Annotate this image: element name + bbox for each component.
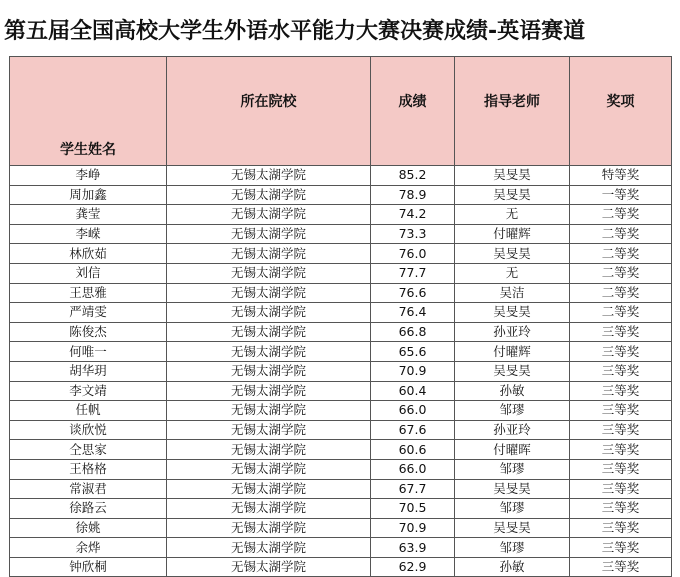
- table-row: [10, 263, 672, 283]
- cell-student-name: 余烨: [10, 538, 167, 558]
- cell-school: 无锡太湖学院: [167, 499, 371, 519]
- cell-school: 无锡太湖学院: [167, 303, 371, 323]
- cell-award: 三等奖: [570, 440, 672, 460]
- cell-teacher: 吴旻昊: [455, 303, 570, 323]
- column-header-school: 所在院校: [167, 57, 371, 166]
- cell-student-name: 陈俊杰: [10, 322, 167, 342]
- cell-school: 无锡太湖学院: [167, 381, 371, 401]
- cell-teacher: 邹璆: [455, 401, 570, 421]
- table-row: [10, 459, 672, 479]
- page-title: 第五届全国高校大学生外语水平能力大赛决赛成绩-英语赛道: [4, 19, 586, 44]
- cell-award: 三等奖: [570, 479, 672, 499]
- column-header-award: 奖项: [570, 57, 672, 166]
- cell-school: 无锡太湖学院: [167, 479, 371, 499]
- cell-award: 二等奖: [570, 283, 672, 303]
- table-row: [10, 166, 672, 186]
- cell-score: 60.6: [371, 440, 455, 460]
- cell-score: 77.7: [371, 263, 455, 283]
- cell-score: 74.2: [371, 205, 455, 225]
- cell-teacher: 吴旻昊: [455, 479, 570, 499]
- cell-score: 60.4: [371, 381, 455, 401]
- cell-teacher: 吴旻昊: [455, 518, 570, 538]
- results-table: [9, 56, 672, 577]
- cell-student-name: 周加鑫: [10, 185, 167, 205]
- cell-award: 一等奖: [570, 185, 672, 205]
- table-row: [10, 224, 672, 244]
- cell-teacher: 吴旻昊: [455, 244, 570, 264]
- cell-score: 76.0: [371, 244, 455, 264]
- cell-school: 无锡太湖学院: [167, 205, 371, 225]
- cell-score: 63.9: [371, 538, 455, 558]
- table-row: [10, 518, 672, 538]
- cell-student-name: 徐路云: [10, 499, 167, 519]
- cell-award: 三等奖: [570, 459, 672, 479]
- table-row: [10, 420, 672, 440]
- cell-student-name: 徐姚: [10, 518, 167, 538]
- cell-teacher: 孙敏: [455, 381, 570, 401]
- cell-score: 65.6: [371, 342, 455, 362]
- cell-award: 三等奖: [570, 538, 672, 558]
- cell-student-name: 王格格: [10, 459, 167, 479]
- cell-score: 76.6: [371, 283, 455, 303]
- cell-award: 三等奖: [570, 518, 672, 538]
- cell-student-name: 龚莹: [10, 205, 167, 225]
- cell-award: 三等奖: [570, 499, 672, 519]
- cell-teacher: 孙亚玲: [455, 420, 570, 440]
- cell-school: 无锡太湖学院: [167, 185, 371, 205]
- table-row: [10, 303, 672, 323]
- table-row: [10, 538, 672, 558]
- cell-score: 73.3: [371, 224, 455, 244]
- table-body: [10, 166, 672, 577]
- cell-student-name: 任帆: [10, 401, 167, 421]
- cell-award: 三等奖: [570, 401, 672, 421]
- cell-student-name: 林欣茹: [10, 244, 167, 264]
- table-row: [10, 401, 672, 421]
- cell-teacher: 吴旻昊: [455, 185, 570, 205]
- cell-teacher: 孙亚玲: [455, 322, 570, 342]
- cell-award: 三等奖: [570, 342, 672, 362]
- cell-score: 66.8: [371, 322, 455, 342]
- cell-student-name: 谈欣悦: [10, 420, 167, 440]
- cell-school: 无锡太湖学院: [167, 361, 371, 381]
- cell-teacher: 邹璆: [455, 459, 570, 479]
- cell-student-name: 胡华玥: [10, 361, 167, 381]
- table-row: [10, 381, 672, 401]
- cell-score: 67.6: [371, 420, 455, 440]
- cell-score: 70.9: [371, 518, 455, 538]
- cell-school: 无锡太湖学院: [167, 322, 371, 342]
- cell-school: 无锡太湖学院: [167, 263, 371, 283]
- table-row: [10, 283, 672, 303]
- cell-award: 二等奖: [570, 205, 672, 225]
- cell-award: 特等奖: [570, 166, 672, 186]
- cell-school: 无锡太湖学院: [167, 283, 371, 303]
- cell-score: 66.0: [371, 401, 455, 421]
- cell-score: 85.2: [371, 166, 455, 186]
- table-row: [10, 322, 672, 342]
- cell-score: 70.5: [371, 499, 455, 519]
- table-row: [10, 205, 672, 225]
- cell-school: 无锡太湖学院: [167, 538, 371, 558]
- cell-school: 无锡太湖学院: [167, 166, 371, 186]
- cell-student-name: 钟欣桐: [10, 557, 167, 577]
- cell-school: 无锡太湖学院: [167, 401, 371, 421]
- cell-school: 无锡太湖学院: [167, 244, 371, 264]
- cell-school: 无锡太湖学院: [167, 440, 371, 460]
- cell-teacher: 付曜辉: [455, 342, 570, 362]
- cell-school: 无锡太湖学院: [167, 459, 371, 479]
- cell-teacher: 付曜晖: [455, 440, 570, 460]
- cell-teacher: 无: [455, 205, 570, 225]
- cell-award: 三等奖: [570, 420, 672, 440]
- cell-award: 二等奖: [570, 303, 672, 323]
- cell-teacher: 吴旻昊: [455, 166, 570, 186]
- cell-award: 三等奖: [570, 361, 672, 381]
- cell-teacher: 吴洁: [455, 283, 570, 303]
- cell-score: 66.0: [371, 459, 455, 479]
- cell-award: 二等奖: [570, 244, 672, 264]
- cell-student-name: 仝思家: [10, 440, 167, 460]
- table-row: [10, 361, 672, 381]
- cell-score: 76.4: [371, 303, 455, 323]
- column-header-teacher: 指导老师: [455, 57, 570, 166]
- column-header-score: 成绩: [371, 57, 455, 166]
- cell-school: 无锡太湖学院: [167, 420, 371, 440]
- column-header-name: 学生姓名: [10, 57, 167, 166]
- cell-award: 二等奖: [570, 224, 672, 244]
- table-row: [10, 440, 672, 460]
- cell-student-name: 刘信: [10, 263, 167, 283]
- cell-score: 70.9: [371, 361, 455, 381]
- table-row: [10, 185, 672, 205]
- cell-score: 62.9: [371, 557, 455, 577]
- cell-student-name: 常淑君: [10, 479, 167, 499]
- cell-teacher: 吴旻昊: [455, 361, 570, 381]
- cell-award: 三等奖: [570, 322, 672, 342]
- cell-student-name: 李嵘: [10, 224, 167, 244]
- cell-score: 67.7: [371, 479, 455, 499]
- table-row: [10, 499, 672, 519]
- cell-student-name: 何唯一: [10, 342, 167, 362]
- cell-student-name: 王思雅: [10, 283, 167, 303]
- cell-score: 78.9: [371, 185, 455, 205]
- table-row: [10, 557, 672, 577]
- cell-teacher: 付曜辉: [455, 224, 570, 244]
- cell-school: 无锡太湖学院: [167, 342, 371, 362]
- cell-school: 无锡太湖学院: [167, 518, 371, 538]
- cell-teacher: 无: [455, 263, 570, 283]
- table-row: [10, 342, 672, 362]
- cell-school: 无锡太湖学院: [167, 557, 371, 577]
- cell-school: 无锡太湖学院: [167, 224, 371, 244]
- cell-teacher: 邹璆: [455, 538, 570, 558]
- cell-teacher: 邹璆: [455, 499, 570, 519]
- cell-student-name: 李文靖: [10, 381, 167, 401]
- cell-award: 三等奖: [570, 557, 672, 577]
- cell-student-name: 严靖雯: [10, 303, 167, 323]
- cell-teacher: 孙敏: [455, 557, 570, 577]
- cell-student-name: 李峥: [10, 166, 167, 186]
- table-row: [10, 244, 672, 264]
- cell-award: 二等奖: [570, 263, 672, 283]
- cell-award: 三等奖: [570, 381, 672, 401]
- table-header-row: [10, 57, 672, 166]
- table-row: [10, 479, 672, 499]
